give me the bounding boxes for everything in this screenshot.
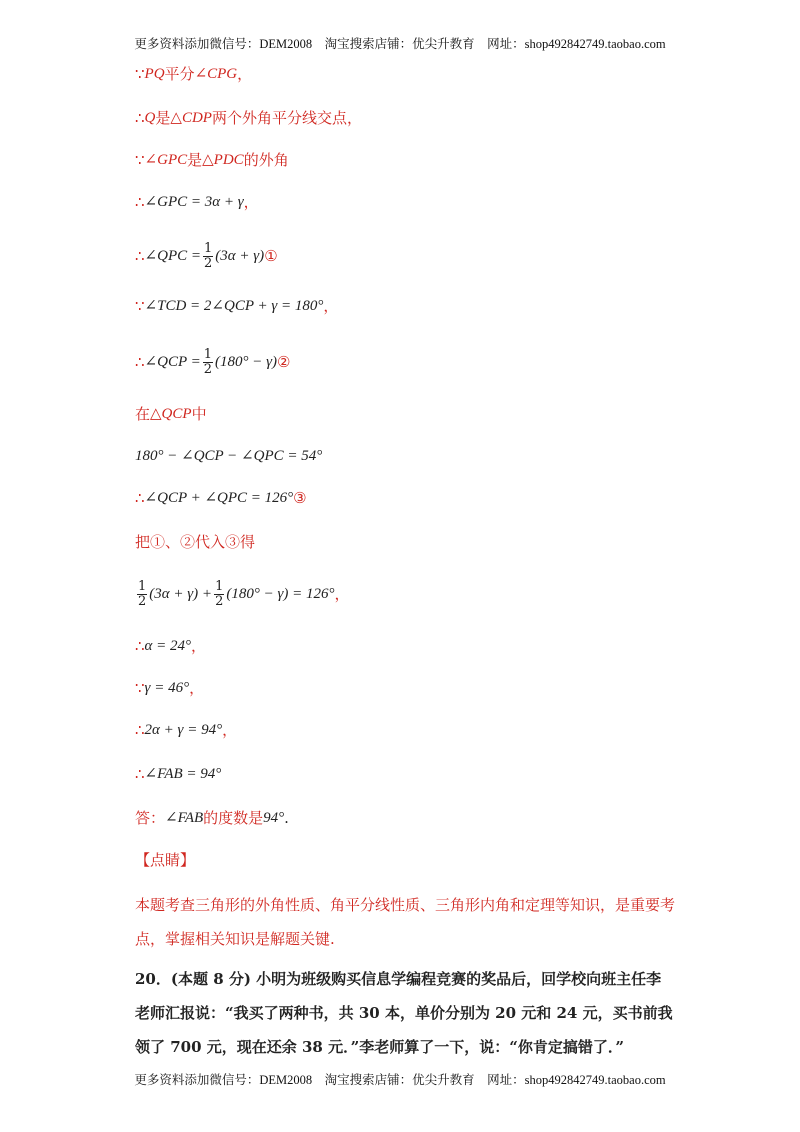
fraction-numerator: 1 (215, 578, 224, 594)
fraction-numerator: 1 (204, 240, 213, 256)
because-symbol: ∵ (135, 151, 145, 169)
therefore-symbol: ∴ (135, 765, 145, 783)
fraction-denominator: 2 (138, 593, 147, 609)
step-text: 的度数是 (203, 809, 264, 827)
step-text: 两个外角平分线交点， (211, 109, 362, 127)
because-symbol: ∵ (135, 297, 145, 315)
solution-step (135, 64, 252, 84)
step-text: ， (334, 585, 350, 603)
fraction (137, 580, 147, 609)
math-expression: △CDP (170, 110, 212, 126)
comment-body: 本题考查三角形的外角性质、角平分线性质、三角形内角和定理等知识，是重要考点，掌握相关知识是解题关键. (135, 896, 676, 948)
math-expression: 2α + γ = 94° (144, 722, 223, 738)
solution-step (135, 192, 259, 212)
fraction-denominator: 2 (204, 255, 213, 271)
step-text: ， (243, 193, 259, 211)
math-expression: γ = 46° (144, 680, 190, 696)
solution-step (135, 678, 204, 698)
step-text: 把①、②代入③得 (135, 533, 256, 551)
math-expression: 94° (263, 810, 285, 826)
solution-step (135, 404, 207, 424)
step-text: 是 (155, 109, 171, 127)
math-expression: Q (144, 110, 156, 126)
solution-step (135, 238, 278, 274)
math-expression: (3α + γ) + (149, 586, 213, 602)
step-text: . (284, 809, 289, 827)
because-symbol: ∵ (135, 65, 145, 83)
step-text: 平分 (164, 65, 195, 83)
fraction (203, 242, 213, 271)
therefore-symbol: ∴ (135, 193, 145, 211)
math-expression: ∠FAB = 94° (144, 766, 222, 782)
math-expression: α = 24° (144, 638, 192, 654)
solution-step (135, 720, 237, 740)
equation-marker: ③ (293, 489, 307, 507)
step-text: ， (323, 297, 339, 315)
math-expression: ∠GPC = 3α + γ (144, 194, 244, 210)
step-text: ， (237, 65, 253, 83)
therefore-symbol: ∴ (135, 353, 145, 371)
page-footer: 更多资料添加微信号：DEM2008 淘宝搜索店铺：优尖升教育 网址：shop492842749.taobao.com (134, 1073, 666, 1087)
therefore-symbol: ∴ (135, 489, 145, 507)
math-expression: ∠FAB (165, 810, 204, 826)
solution-step (135, 296, 338, 316)
math-expression: ∠QCP = (144, 354, 201, 370)
therefore-symbol: ∴ (135, 247, 145, 265)
because-symbol: ∵ (135, 679, 145, 697)
solution-step (135, 532, 255, 552)
solution-step (135, 764, 221, 784)
math-expression: △QCP (150, 406, 192, 422)
step-text: ， (191, 637, 207, 655)
math-expression: PQ (144, 66, 165, 82)
equation-marker: ② (277, 353, 291, 371)
equation-marker: ① (264, 247, 278, 265)
solution-step (135, 488, 307, 508)
fraction-numerator: 1 (138, 578, 147, 594)
solution-step (135, 150, 289, 170)
therefore-symbol: ∴ (135, 721, 145, 739)
math-expression: (180° − γ) = 126° (226, 586, 335, 602)
fraction (214, 580, 224, 609)
comment-title: 【点睛】 (135, 851, 196, 869)
math-expression: ∠GPC (144, 152, 188, 168)
step-text: 中 (191, 405, 207, 423)
math-expression: ∠QPC = (144, 248, 201, 264)
math-expression: (180° − γ) (215, 354, 278, 370)
step-text: ， (222, 721, 238, 739)
solution-step (135, 108, 362, 128)
math-expression: ∠QCP + ∠QPC = 126° (144, 490, 294, 506)
fraction (203, 348, 213, 377)
answer-line (135, 808, 289, 828)
therefore-symbol: ∴ (135, 637, 145, 655)
answer-label: 答： (135, 809, 166, 827)
solution-step (135, 636, 206, 656)
question-20: 20．(本题 8 分) 小明为班级购买信息学编程竞赛的奖品后，回学校向班主任李老师汇报说：“我买了两种书，共 30 本，单价分别为 20 元和 24 元，买书前我领了 700 元，现在还余 38 元．”李老师算了一下，说：“你肯定搞错了．” (135, 970, 673, 1056)
math-expression: ∠CPG (194, 66, 238, 82)
solution-step (135, 576, 350, 612)
step-text: 在 (135, 405, 151, 423)
page-header: 更多资料添加微信号：DEM2008 淘宝搜索店铺：优尖升教育 网址：shop492842749.taobao.com (134, 37, 666, 51)
step-text: 是 (187, 151, 203, 169)
math-expression: (3α + γ) (215, 248, 265, 264)
step-text: ， (189, 679, 205, 697)
math-expression: 180° − ∠QCP − ∠QPC = 54° (135, 448, 323, 464)
math-expression: △PDC (202, 152, 244, 168)
math-expression: ∠TCD = 2∠QCP + γ = 180° (144, 298, 324, 314)
solution-step (135, 344, 290, 380)
fraction-denominator: 2 (203, 361, 212, 377)
solution-step (135, 446, 322, 466)
step-text: 的外角 (243, 151, 289, 169)
fraction-denominator: 2 (215, 593, 224, 609)
fraction-numerator: 1 (203, 346, 212, 362)
therefore-symbol: ∴ (135, 109, 145, 127)
